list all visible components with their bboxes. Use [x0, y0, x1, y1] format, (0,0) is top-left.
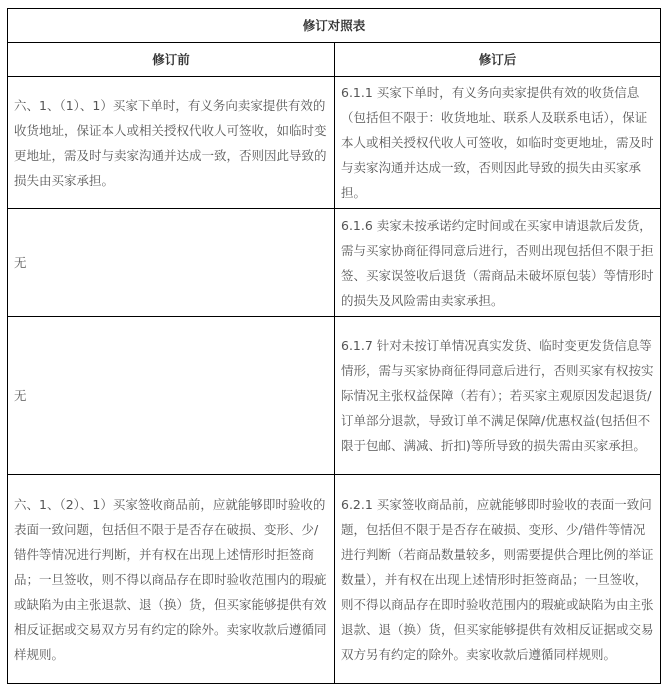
table-row	[8, 209, 661, 317]
cell-before: 六、1、（1）、1）买家下单时，有义务向卖家提供有效的收货地址，保证本人或相关授权代收人可签收，如临时变更地址，需及时与卖家沟通并达成一致，否则因此导致的损失由买家承担。	[8, 77, 335, 209]
table-row	[8, 475, 661, 684]
cell-after: 6.2.1 买家签收商品前，应就能够即时验收的表面一致问题，包括但不限于是否存在破损、变形、少/错件等情况进行判断（若商品数量较多，则需要提供合理比例的举证数量），并有权在出现上述情形时拒签商品；一旦签收，则不得以商品存在即时验收范围内的瑕疵或缺陷为由主张退款、退（换）货，但买家能够提供有效相反证据或交易双方另有约定的除外。卖家收款后遵循同样规则。	[335, 475, 661, 684]
header-row	[8, 43, 661, 77]
cell-after: 6.1.6 卖家未按承诺约定时间或在买家申请退款后发货，需与买家协商征得同意后进行，否则出现包括但不限于拒签、买家误签收后退货（需商品未破坏原包装）等情形时的损失及风险需由卖家承担。	[335, 209, 661, 317]
header-before: 修订前	[8, 43, 335, 77]
title-row	[8, 9, 661, 43]
cell-before: 无	[8, 209, 335, 317]
table-row	[8, 317, 661, 475]
revision-comparison-table	[7, 8, 661, 684]
header-after: 修订后	[335, 43, 661, 77]
cell-before: 无	[8, 317, 335, 475]
table-title: 修订对照表	[8, 9, 661, 43]
cell-after: 6.1.7 针对未按订单情况真实发货、临时变更发货信息等情形，需与买家协商征得同意后进行，否则买家有权按实际情况主张权益保障（若有）；若买家主观原因发起退货/订单部分退款，导致订单不满足保障/优惠权益(包括但不限于包邮、满减、折扣)等所导致的损失需由买家承担。	[335, 317, 661, 475]
table-row	[8, 77, 661, 209]
cell-before: 六、1、（2）、1）买家签收商品前，应就能够即时验收的表面一致问题，包括但不限于是否存在破损、变形、少/错件等情况进行判断，并有权在出现上述情形时拒签商品；一旦签收，则不得以商品存在即时验收范围内的瑕疵或缺陷为由主张退款、退（换）货，但买家能够提供有效相反证据或交易双方另有约定的除外。卖家收款后遵循同样规则。	[8, 475, 335, 684]
cell-after: 6.1.1 买家下单时，有义务向卖家提供有效的收货信息（包括但不限于：收货地址、联系人及联系电话），保证本人或相关授权代收人可签收，如临时变更地址，需及时与卖家沟通并达成一致，否则因此导致的损失由买家承担。	[335, 77, 661, 209]
